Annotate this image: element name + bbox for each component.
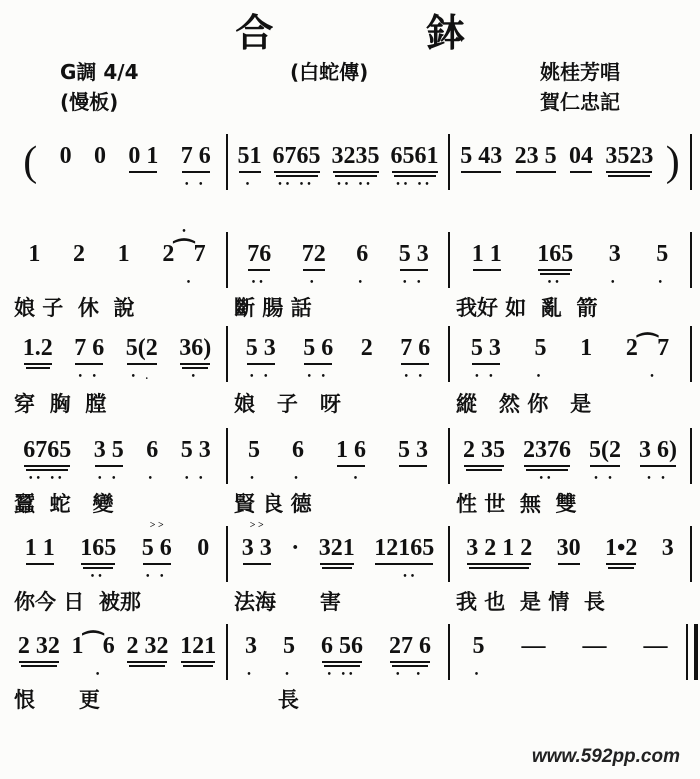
note-text: 2 32 xyxy=(17,633,60,659)
lyrics-measure: 法海 害 xyxy=(234,590,341,614)
tempo-marking: (慢板) xyxy=(60,90,119,114)
lyrics-measure: 娘 子 呀 xyxy=(234,392,341,416)
note-group xyxy=(23,334,53,376)
final-barline xyxy=(686,624,698,680)
note-group xyxy=(23,139,38,196)
note-text: — xyxy=(643,633,668,659)
octave-dots-low: • • xyxy=(184,179,207,190)
octave-dots-low: • xyxy=(309,277,318,288)
note-text: 12165 xyxy=(374,535,435,561)
note-text: 5(2 xyxy=(589,437,621,463)
note-text: · xyxy=(291,535,300,561)
note-text: 3 xyxy=(661,535,674,561)
note-group xyxy=(398,436,428,478)
octave-dots-low: • xyxy=(610,277,619,288)
barline xyxy=(690,526,692,582)
note-group xyxy=(180,142,211,190)
watermark: www.592pp.com xyxy=(531,746,680,767)
note-text: 1 6 xyxy=(336,437,366,463)
note-group xyxy=(356,240,369,288)
octave-dots-low: •• xyxy=(539,473,555,484)
note-text: 2⁀7 xyxy=(162,241,206,267)
octave-dots-low: • • xyxy=(647,473,669,484)
note-group xyxy=(470,334,501,382)
note-group xyxy=(589,436,621,484)
barline xyxy=(448,526,450,582)
measure xyxy=(12,334,222,382)
note-text: 0 xyxy=(93,143,106,169)
note-text: — xyxy=(582,633,607,659)
measure xyxy=(12,139,222,190)
note-group xyxy=(303,334,334,382)
key-signature: G調 4/4 xyxy=(60,60,139,84)
note-group xyxy=(361,334,373,376)
note-text: 1.2 xyxy=(22,335,53,361)
octave-dots-low: •• xyxy=(251,277,267,288)
lyrics-line xyxy=(0,684,700,714)
octave-dots-low: • • xyxy=(402,277,425,288)
measure xyxy=(232,632,444,680)
octave-dots-low: • • xyxy=(249,371,272,382)
measure xyxy=(232,334,444,382)
lyrics-measure: 你今 日 被那 xyxy=(14,590,141,614)
note-text: 7 6 xyxy=(400,335,431,361)
note-group xyxy=(60,142,72,184)
note-text: 5 3 xyxy=(398,241,429,267)
staff-row xyxy=(0,520,700,582)
note-group xyxy=(28,240,40,282)
note-group xyxy=(125,334,158,382)
note-text: 3 6) xyxy=(639,437,677,463)
note-text: 36) xyxy=(179,335,212,361)
note-text: 321 xyxy=(318,535,355,561)
barline xyxy=(226,326,228,382)
note-group xyxy=(80,534,117,582)
note-text: 1 xyxy=(28,241,41,267)
octave-dots-low: •• •• xyxy=(337,179,374,190)
note-group xyxy=(197,534,209,576)
note-group xyxy=(292,436,304,484)
note-text: 6 xyxy=(356,241,369,267)
note-group xyxy=(301,240,326,288)
note-text: 5 6 xyxy=(303,335,334,361)
measure xyxy=(454,436,686,484)
note-text: 7 6 xyxy=(74,335,105,361)
octave-dots-low: • xyxy=(658,277,666,288)
note-group xyxy=(534,334,547,382)
note-text: 1⁀6 xyxy=(71,633,115,659)
note-group xyxy=(569,142,593,184)
note-text: 3 5 xyxy=(93,437,124,463)
lyrics-measure: 縱 然 你 是 xyxy=(456,392,592,416)
note-group xyxy=(472,240,502,282)
note-text: 6765 xyxy=(272,143,321,169)
note-group xyxy=(537,240,574,288)
note-text: 1 1 xyxy=(24,535,55,561)
note-group xyxy=(141,520,172,582)
octave-dots-low: • • xyxy=(475,371,497,382)
octave-dots-low: • xyxy=(285,669,293,680)
octave-dots-low: • xyxy=(358,277,366,288)
octave-dots-low: •• xyxy=(547,277,563,288)
lyrics-measure: 賢 良 德 xyxy=(234,492,312,516)
octave-dots-low: • xyxy=(294,473,302,484)
note-text: 5 43 xyxy=(460,143,503,169)
note-group xyxy=(625,334,670,382)
note-text: 2 35 xyxy=(463,437,505,463)
octave-dots-low: •• •• xyxy=(396,179,433,190)
note-text: 5 xyxy=(534,335,547,361)
measure xyxy=(454,139,686,190)
note-group xyxy=(319,534,355,576)
note-text: 5 3 xyxy=(398,437,428,463)
note-text: 5 xyxy=(656,241,669,267)
lyrics-line xyxy=(0,388,700,418)
measure xyxy=(232,436,444,484)
note-text: 2 32 xyxy=(126,633,169,659)
octave-dots-low: • • xyxy=(404,371,426,382)
note-group xyxy=(146,436,159,484)
note-group xyxy=(398,240,429,288)
lyrics-measure: 我好 如 亂 箭 xyxy=(456,296,598,320)
barline xyxy=(690,134,692,190)
note-group xyxy=(94,142,106,184)
note-text: 6765 xyxy=(23,437,72,463)
note-text: 5 3 xyxy=(245,335,276,361)
note-text: 2⁀7 xyxy=(625,335,670,361)
note-text: 0 xyxy=(197,535,210,561)
note-group xyxy=(71,632,115,680)
barline xyxy=(448,428,450,484)
octave-dots-low: • • xyxy=(395,669,424,680)
note-text: 3 xyxy=(245,633,257,659)
note-group xyxy=(608,240,621,288)
measure xyxy=(454,334,686,382)
note-group xyxy=(472,632,485,680)
note-group xyxy=(400,334,431,382)
lyrics-measure: 穿 胸 膛 xyxy=(14,392,107,416)
note-group xyxy=(522,632,546,674)
barline xyxy=(226,624,228,680)
octave-dots-low: • xyxy=(340,473,362,484)
lyrics-measure: 長 xyxy=(234,688,299,712)
singer-credit: 姚桂芳唱 xyxy=(540,60,620,84)
octave-dots-low: • xyxy=(637,371,658,382)
barline xyxy=(226,428,228,484)
note-text: 3 3 xyxy=(241,535,272,561)
lyrics-line xyxy=(0,586,700,616)
note-text: ) xyxy=(665,139,680,185)
note-text: 6561 xyxy=(390,143,439,169)
staff-row xyxy=(0,334,700,382)
note-group xyxy=(605,142,653,184)
octave-dots-low: •• xyxy=(390,571,419,582)
note-group xyxy=(180,436,211,484)
note-text: 1 xyxy=(580,335,593,361)
octave-dots-low: • • xyxy=(594,473,616,484)
measure xyxy=(454,240,686,288)
octave-dots-low: • xyxy=(474,669,483,680)
octave-dots-low: • xyxy=(191,371,199,382)
accent-mark: > > xyxy=(249,520,264,531)
note-text: 23 5 xyxy=(514,143,557,169)
octave-dots-low: •• •• xyxy=(28,473,66,484)
note-group xyxy=(245,632,257,680)
staff-row xyxy=(0,436,700,484)
lyrics-line xyxy=(0,292,700,322)
octave-dots-low: • • xyxy=(78,371,100,382)
note-group xyxy=(126,632,168,674)
note-group xyxy=(241,520,272,576)
note-text: 5 3 xyxy=(180,437,211,463)
note-group xyxy=(25,534,55,576)
note-group xyxy=(336,436,366,484)
octave-dots-low: • xyxy=(82,669,104,680)
note-group xyxy=(662,534,674,576)
note-text: 5 xyxy=(472,633,485,659)
note-text: ( xyxy=(23,139,38,185)
note-group xyxy=(523,436,571,484)
note-group xyxy=(162,226,206,288)
note-group xyxy=(93,436,124,484)
note-group xyxy=(73,240,85,282)
note-text: 72 xyxy=(301,241,326,267)
note-text: 7 6 xyxy=(180,143,211,169)
note-group xyxy=(389,632,431,680)
note-group xyxy=(460,142,502,184)
barline xyxy=(448,624,450,680)
note-group xyxy=(665,139,680,196)
octave-dots-low: • • xyxy=(184,473,207,484)
staff-row xyxy=(0,139,700,190)
note-group xyxy=(272,142,321,190)
barline xyxy=(690,428,692,484)
note-group xyxy=(321,632,363,680)
note-group xyxy=(128,142,158,184)
note-group xyxy=(283,632,295,680)
barline xyxy=(690,232,692,288)
barline xyxy=(448,326,450,382)
note-group xyxy=(557,534,581,576)
note-group xyxy=(248,436,260,484)
note-group xyxy=(245,334,276,382)
measure xyxy=(12,632,222,680)
note-text: 165 xyxy=(537,241,574,267)
note-group xyxy=(74,334,105,382)
measure xyxy=(232,142,444,190)
note-text: 1•2 xyxy=(604,535,638,561)
barline xyxy=(690,326,692,382)
note-text: 1 xyxy=(117,241,130,267)
note-group xyxy=(331,142,380,190)
note-group xyxy=(179,334,212,382)
octave-dots-low: • xyxy=(536,371,545,382)
note-text: 30 xyxy=(556,535,581,561)
note-group xyxy=(118,240,130,282)
octave-dots-low: • xyxy=(173,277,195,288)
note-text: 5 xyxy=(283,633,295,659)
measure xyxy=(232,520,444,582)
measure xyxy=(12,436,222,484)
lyrics-measure: 性 世 無 雙 xyxy=(456,492,577,516)
note-text: 76 xyxy=(247,241,272,267)
note-text: 51 xyxy=(237,143,262,169)
note-group xyxy=(247,240,272,288)
note-text: 5 6 xyxy=(141,535,172,561)
note-text: 6 xyxy=(146,437,159,463)
note-group xyxy=(23,436,72,484)
note-group xyxy=(463,436,505,478)
octave-dots-low: • • xyxy=(307,371,329,382)
note-group xyxy=(374,534,435,582)
note-text: — xyxy=(521,633,546,659)
note-text: 165 xyxy=(80,535,117,561)
note-text: 5 3 xyxy=(470,335,501,361)
note-text: 3 2 1 2 xyxy=(466,535,533,561)
note-text: 5(2 xyxy=(125,335,158,361)
note-text: 2 xyxy=(360,335,373,361)
octave-dots-low: • • xyxy=(97,473,120,484)
octave-dots-low: • xyxy=(148,473,156,484)
barline xyxy=(448,232,450,288)
barline xyxy=(226,526,228,582)
octave-dots-low: • •• xyxy=(327,669,357,680)
measure xyxy=(454,534,686,582)
barline xyxy=(226,134,228,190)
staff-row xyxy=(0,226,700,288)
staff-row xyxy=(0,632,700,680)
note-group xyxy=(466,534,532,576)
barline xyxy=(226,232,228,288)
note-text: 04 xyxy=(568,143,593,169)
octave-dots-low: •• •• xyxy=(278,179,315,190)
note-group xyxy=(515,142,557,184)
accent-mark: > > xyxy=(149,520,164,531)
note-group xyxy=(180,632,216,674)
song-title: 合 鉢 xyxy=(235,11,535,55)
octave-dots-low: • xyxy=(250,473,258,484)
octave-dots-low: • xyxy=(245,179,254,190)
note-text: 1 1 xyxy=(471,241,502,267)
note-text: 3235 xyxy=(331,143,380,169)
note-text: 121 xyxy=(180,633,217,659)
octave-dots-low: • • xyxy=(145,571,168,582)
note-text: 2 xyxy=(73,241,85,267)
opera-source: (白蛇傳) xyxy=(290,60,369,84)
barline xyxy=(448,134,450,190)
note-text: 5 xyxy=(248,437,260,463)
lyrics-line xyxy=(0,488,700,518)
octave-dots-low: • . xyxy=(131,371,152,382)
note-group xyxy=(390,142,439,190)
note-text: 0 xyxy=(59,143,72,169)
note-group xyxy=(237,142,262,190)
note-group xyxy=(644,632,668,674)
measure xyxy=(454,632,686,680)
note-group xyxy=(580,334,592,376)
accent-mark: • xyxy=(182,226,186,237)
note-text: 3523 xyxy=(605,143,654,169)
note-text: 2376 xyxy=(523,437,571,463)
measure xyxy=(12,520,222,582)
octave-dots-low: • xyxy=(247,669,255,680)
note-group xyxy=(639,436,677,484)
lyrics-measure: 我 也 是 情 長 xyxy=(456,590,605,614)
note-text: 3 xyxy=(608,241,621,267)
note-group xyxy=(656,240,669,288)
note-group xyxy=(291,534,299,576)
lyrics-measure: 斷 腸 話 xyxy=(234,296,312,320)
transcriber-credit: 賀仁忠記 xyxy=(540,90,620,114)
note-group xyxy=(18,632,60,674)
note-text: 0 1 xyxy=(128,143,159,169)
note-text: 6 xyxy=(292,437,304,463)
note-group xyxy=(583,632,607,674)
lyrics-measure: 蠶 蛇 變 xyxy=(14,492,114,516)
note-group xyxy=(605,534,637,576)
note-text: 6 56 xyxy=(321,633,363,659)
octave-dots-low: •• xyxy=(90,571,106,582)
measure xyxy=(12,226,222,288)
note-text: 27 6 xyxy=(389,633,431,659)
lyrics-measure: 娘 子 休 說 xyxy=(14,296,135,320)
measure xyxy=(232,240,444,288)
lyrics-measure: 恨 更 xyxy=(14,688,100,712)
